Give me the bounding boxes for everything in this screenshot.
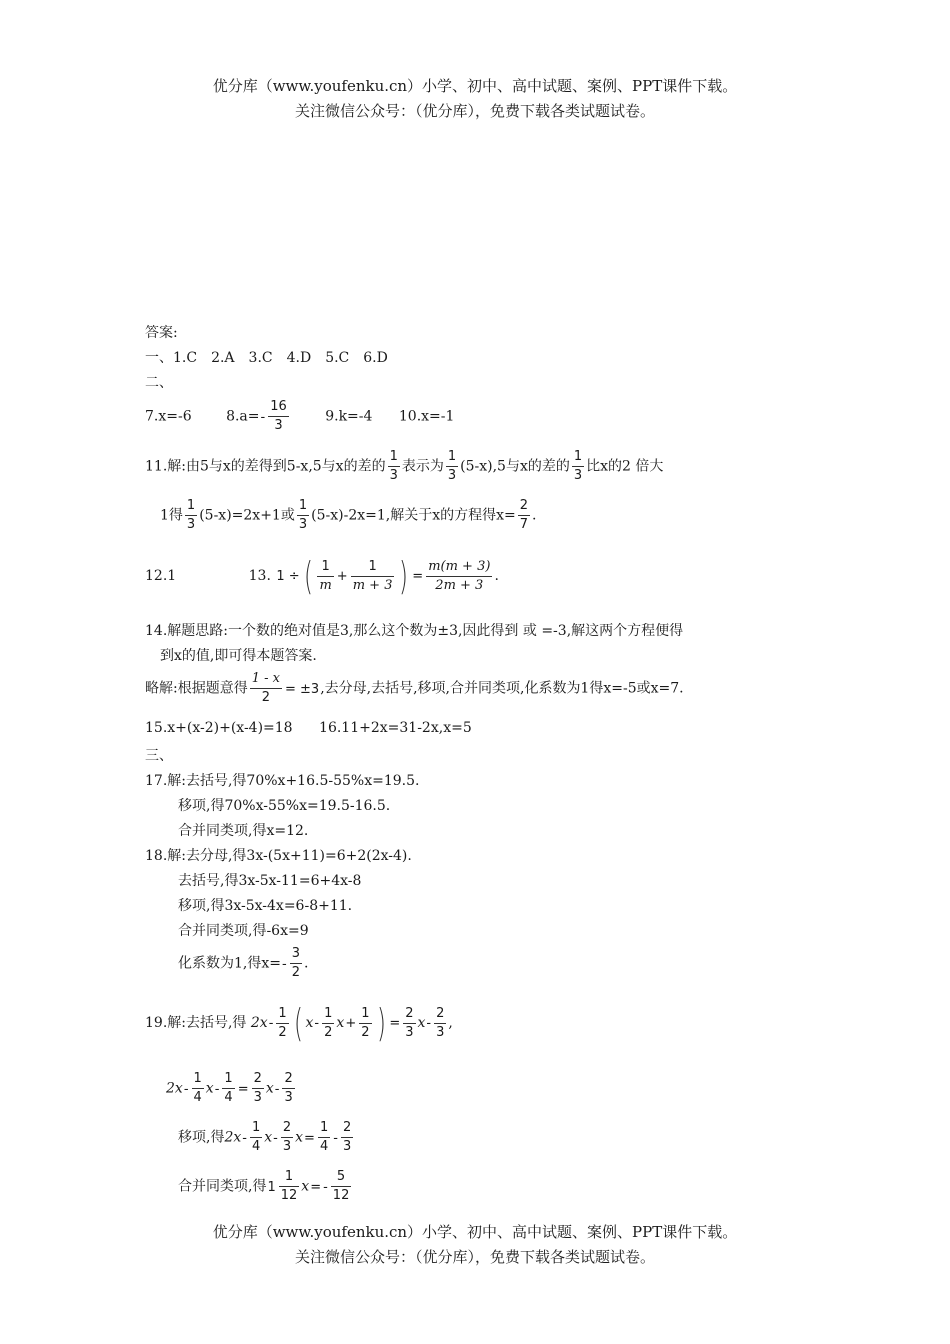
header-line-2: 关注微信公众号：（优分库），免费下载各类试题试卷。	[294, 102, 655, 120]
footer-line-2: 关注微信公众号：（优分库），免费下载各类试题试卷。	[294, 1248, 655, 1266]
fraction-1-m: $\frac{1}{m}$	[319, 558, 332, 593]
answer-18-line-1: 18.解:去分母,得3x-(5x+11)=6+2(2x-4).	[145, 848, 412, 864]
fraction-1-12: $\frac{1}{12}$	[280, 1169, 298, 1203]
answer-17-line-1: 17.解:去括号,得70%x+16.5-55%x=19.5.	[145, 773, 420, 789]
fraction-1-4: $\frac{1}{4}$	[193, 1071, 202, 1105]
answer-10: 10.x=-1	[398, 408, 455, 425]
fraction-2-3: $\frac{2}{3}$	[253, 1071, 262, 1105]
answer-17-line-3: 合并同类项,得x=12.	[178, 823, 309, 839]
answer-18-line-3: 移项,得3x-5x-4x=6-8+11.	[178, 898, 353, 914]
fraction-5-12: $\frac{5}{12}$	[332, 1169, 350, 1203]
answer-13-label: 13.	[248, 568, 271, 584]
fraction-1-m-plus-3: $\frac{1}{m + 3}$	[352, 558, 393, 593]
answer-19-line-1: 19.解:去括号,得 2x- $\frac{1}{2}$ ( x- $\frac{1}{2}$ x+ $\frac{1}{2}$ ) = $\frac{2}{3}$ x- $\frac{2}{3}$ ,	[145, 1001, 453, 1045]
answer-9: 9.k=-4	[325, 408, 373, 425]
answer-19-line-4: 合并同类项,得1 $\frac{1}{12}$ x= - $\frac{5}{12}$	[178, 1169, 350, 1203]
answer-17-line-2: 移项,得70%x-55%x=19.5-16.5.	[178, 798, 391, 814]
header-line-1: 优分库（www.youfenku.cn）小学、初中、高中试题、案例、PPT课件下载。	[212, 77, 738, 95]
answer-12: 12.1	[145, 568, 177, 584]
answer-18-line-5: 化系数为1,得x=- $\frac{3}{2}$ .	[178, 946, 309, 980]
answer-15-16-line	[145, 720, 472, 736]
answer-12-13-line: 12.1 13. 1 ÷ ( $\frac{1}{m}$ + $\frac{1}{m + 3}$ ) = $\frac{m(m + 3)}{2m + 3}$ .	[145, 554, 499, 598]
answer-18-line-2: 去括号,得3x-5x-11=6+4x-8	[178, 873, 362, 889]
fraction-1-2: $\frac{1}{2}$	[278, 1005, 287, 1040]
answer-14-line-1: 14.解题思路:一个数的绝对值是3,那么这个数为±3,因此得到 或 =-3,解这两个方程便得	[145, 623, 684, 639]
fraction-2-3: $\frac{2}{3}$	[282, 1120, 292, 1154]
fraction-1-3: $\frac{1}{3}$	[389, 449, 398, 483]
answer-14-line-2: 到x的值,即可得本题答案.	[160, 648, 317, 664]
brief-solution-line: 略解:根据题意得 $\frac{1 - x}{2}$ = ±3,去分母,去括号,移项,合并同类项,化系数为1得x=-5或x=7.	[145, 671, 684, 705]
fraction-2-3: $\frac{2}{3}$	[436, 1005, 445, 1040]
answer-18-line-4: 合并同类项,得-6x=9	[178, 923, 309, 939]
fraction-1-2: $\frac{1}{2}$	[324, 1005, 333, 1040]
answer-8-label: 8.a=	[226, 408, 260, 425]
minus-sign: -	[260, 409, 266, 425]
answer-16: 16.11+2x=31-2x,x=5	[319, 720, 472, 736]
fraction-1-3: $\frac{1}{3}$	[186, 498, 196, 532]
fraction-result-13: $\frac{m(m + 3)}{2m + 3}$	[428, 558, 491, 593]
answer-15: 15.x+(x-2)+(x-4)=18	[145, 720, 293, 736]
fraction-2-3: $\frac{2}{3}$	[342, 1120, 352, 1154]
fraction-16-3: $\frac{16}{3}$	[270, 399, 287, 433]
answer-11-line-1: 11.解:由5与x的差得到5-x,5与x的差的 $\frac{1}{3}$ 表示为 $\frac{1}{3}$ (5-x),5与x的差的 $\frac{1}{3}$ 比x的2 倍大	[145, 449, 664, 483]
section-3-heading: 三、	[145, 748, 173, 764]
fraction-1-minus-x-2: $\frac{1 - x}{2}$	[251, 671, 280, 705]
fraction-1-4: $\frac{1}{4}$	[251, 1120, 261, 1154]
fraction-2-3: $\frac{2}{3}$	[405, 1005, 414, 1040]
fraction-1-4: $\frac{1}{4}$	[319, 1120, 329, 1154]
section-1-answers: 一、1.C 2.A 3.C 4.D 5.C 6.D	[145, 350, 388, 366]
fraction-1-4: $\frac{1}{4}$	[224, 1071, 233, 1105]
answer-19-line-3: 移项,得2x- $\frac{1}{4}$ x- $\frac{2}{3}$ x= $\frac{1}{4}$ - $\frac{2}{3}$	[178, 1120, 352, 1154]
fraction-1-3: $\frac{1}{3}$	[447, 449, 457, 483]
answer-7-10-line	[145, 398, 454, 435]
answer-11-line-2: 1得 $\frac{1}{3}$ (5-x)=2x+1或 $\frac{1}{3}$ (5-x)-2x=1,解关于x的方程得x= $\frac{2}{7}$ .	[160, 498, 537, 532]
answer-19-line-2: 2x- $\frac{1}{4}$ x- $\frac{1}{4}$ = $\frac{2}{3}$ x- $\frac{2}{3}$	[166, 1071, 293, 1105]
section-2-heading: 二、	[145, 375, 173, 391]
fraction-2-7: $\frac{2}{7}$	[519, 498, 529, 532]
footer-line-1: 优分库（www.youfenku.cn）小学、初中、高中试题、案例、PPT课件下载。	[212, 1223, 738, 1241]
fraction-3-2: $\frac{3}{2}$	[291, 946, 300, 980]
fraction-1-3: $\frac{1}{3}$	[573, 449, 583, 483]
fraction-1-2: $\frac{1}{2}$	[361, 1005, 370, 1040]
fraction-2-3: $\frac{2}{3}$	[284, 1071, 293, 1105]
fraction-1-3: $\frac{1}{3}$	[298, 498, 308, 532]
answers-title: 答案:	[145, 325, 178, 341]
answer-7: 7.x=-6	[145, 408, 192, 425]
